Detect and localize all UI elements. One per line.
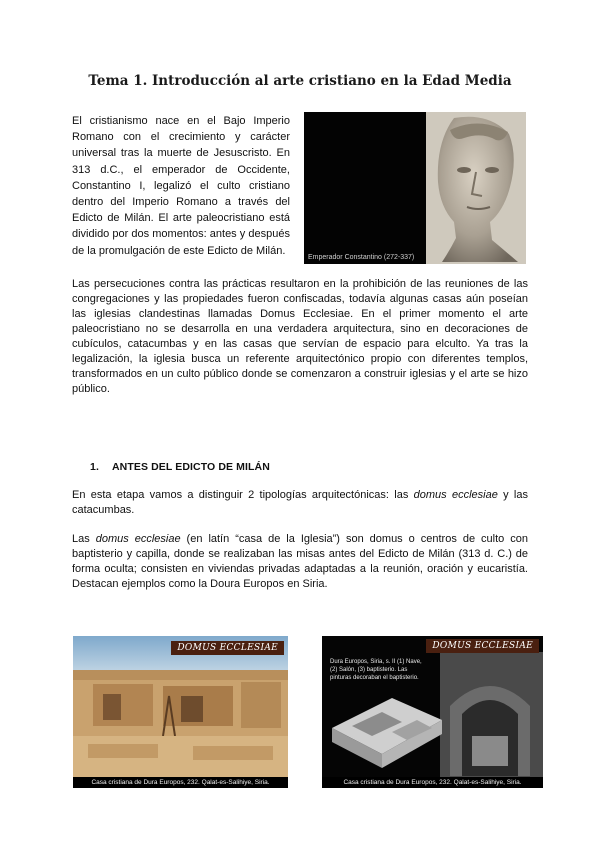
ruins-drawing <box>73 636 288 788</box>
photo-caption-left: Casa cristiana de Dura Europos, 232. Qalat-es-Salihiye, Siria. <box>73 777 288 788</box>
persecuciones-paragraph: Las persecuciones contra las prácticas resultaron en la prohibición de las reuniones de las congregaciones y las propiedades fueron confiscadas, todavía algunas casas aún poseían las iglesias clandestinas llamadas Domus Ecclesiae. En el primer momento el arte paleocristiano no se desarrolla en una verdadera arquitectura, sino en decoraciones de cubículos, catacumbas y en las casas que servían de espacio para elculto. Ya tras la legalización, la iglesia busca un referente arquitectónico propio con diferentes templos, transformados en un culto público donde se comenzaron a construir iglesias y el arte se hizo público. <box>72 278 528 395</box>
portrait-caption: Emperador Constantino (272-337) <box>308 254 415 261</box>
domus-emphasis: domus ecclesiae <box>95 533 181 545</box>
constantine-portrait-image <box>304 112 526 264</box>
dura-europos-plan-image <box>322 636 543 788</box>
dura-europos-ruins-photo <box>73 636 288 788</box>
etapa-emphasis: domus ecclesiae <box>413 489 498 501</box>
constantine-bust-drawing <box>304 112 526 264</box>
plan-label: Dura Europos, Siria, s. II (1) Nave, (2) Salón, (3) baptisterio. Las pinturas decoraban el baptisterio. <box>330 659 422 681</box>
domus-paragraph <box>72 532 528 592</box>
photo-caption-right: Casa cristiana de Dura Europos, 232. Qalat-es-Salihiye, Siria. <box>322 777 543 788</box>
etapa-paragraph <box>72 488 528 518</box>
etapa-text: En esta etapa vamos a distinguir 2 tipologías arquitectónicas: las <box>72 489 414 501</box>
domus-text-end: (en latín “casa de la Iglesia”) son domus o centros de culto con baptisterio y capilla, donde se realizaban las misas antes del Edicto de Milán (313 d. C.) de forma oculta; consisten en viviendas privadas adaptadas a la reunión, oración y eucaristía. Destacan ejemplos como la Doura Europos en Siria. <box>72 533 528 590</box>
section-title: ANTES DEL EDICTO DE MILÁN <box>112 461 270 473</box>
domus-text: Las <box>72 533 96 545</box>
section-heading-1 <box>90 461 270 473</box>
domus-badge-left: DOMUS ECCLESIAE <box>171 641 284 655</box>
etapa-text-end: y las catacumbas. <box>72 489 528 516</box>
page-title: Tema 1. Introducción al arte cristiano en la Edad Media <box>88 73 512 89</box>
intro-paragraph: El cristianismo nace en el Bajo Imperio Romano con el crecimiento y carácter universal tras la muerte de Jesuscristo. En 313 d.C., el emperador de Occidente, Constantino I, legalizó el culto cristiano dentro del Imperio Romano a través del Edicto de Milán. El arte paleocristiano está dividido por dos momentos: antes y después de la promulgación de este Edicto de Milán. <box>72 115 290 257</box>
section-number: 1. <box>90 461 99 473</box>
domus-badge-right: DOMUS ECCLESIAE <box>426 639 539 653</box>
